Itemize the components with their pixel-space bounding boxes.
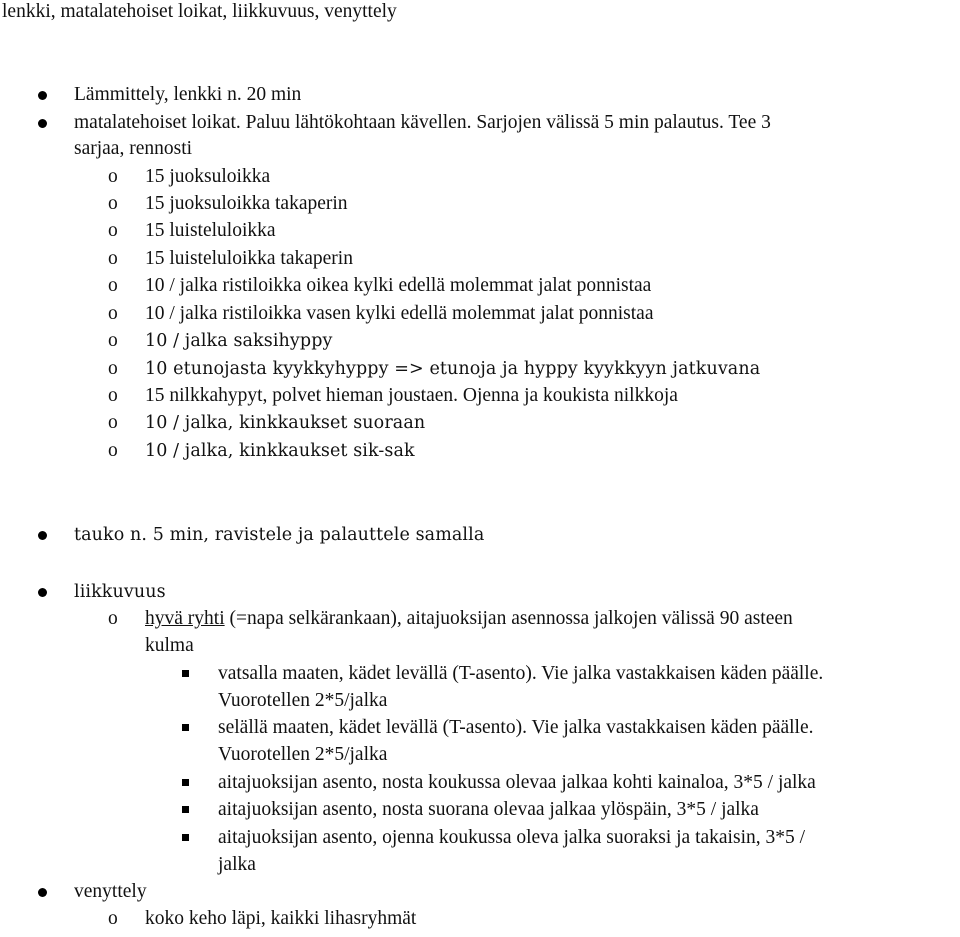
list-item: 15 juoksuloikka takaperin [145, 193, 348, 214]
list-item: 15 luisteluloikka takaperin [145, 248, 353, 269]
page-title: lenkki, matalatehoiset loikat, liikkuvuus, venyttely [2, 1, 397, 22]
list-item: 15 luisteluloikka [145, 220, 276, 241]
posture-line2: kulma [145, 635, 194, 656]
posture-underlined-text: hyvä ryhti [145, 608, 225, 629]
circle-bullet-icon: o [108, 220, 118, 241]
list-item-continued: Vuorotellen 2*5/jalka [218, 744, 388, 765]
square-bullet-icon [182, 834, 189, 841]
bullet-icon [38, 531, 47, 540]
list-item: aitajuoksijan asento, nosta suorana olevaa jalkaa ylöspäin, 3*5 / jalka [218, 799, 759, 820]
item-jumps-line2: sarjaa, rennosti [74, 138, 193, 159]
circle-bullet-icon: o [108, 275, 118, 296]
bullet-icon [38, 119, 47, 128]
item-mobility: liikkuvuus [74, 582, 166, 602]
circle-bullet-icon: o [108, 303, 118, 324]
list-item: 10 / jalka, kinkkaukset sik-sak [145, 441, 415, 461]
list-item: selällä maaten, kädet levällä (T-asento). Vie jalka vastakkaisen käden päälle. [218, 717, 814, 738]
posture-text: (=napa selkärankaan), aitajuoksijan asennossa jalkojen välissä 90 asteen [224, 608, 793, 629]
list-item: 10 / jalka ristiloikka vasen kylki edellä molemmat jalat ponnistaa [145, 303, 654, 324]
square-bullet-icon [182, 779, 189, 786]
circle-bullet-icon: o [108, 193, 118, 214]
circle-bullet-icon: o [108, 385, 118, 406]
list-item-continued: jalka [218, 854, 256, 875]
bullet-icon [38, 888, 47, 897]
circle-bullet-icon: o [108, 330, 118, 351]
list-item: 10 / jalka ristiloikka oikea kylki edellä molemmat jalat ponnistaa [145, 275, 652, 296]
circle-bullet-icon: o [108, 248, 118, 269]
list-item-continued: Vuorotellen 2*5/jalka [218, 690, 388, 711]
list-item: koko keho läpi, kaikki lihasryhmät [145, 908, 417, 929]
item-warmup: Lämmittely, lenkki n. 20 min [74, 84, 302, 105]
circle-bullet-icon: o [108, 358, 118, 379]
list-item: aitajuoksijan asento, nosta koukussa olevaa jalkaa kohti kainaloa, 3*5 / jalka [218, 772, 816, 793]
item-jumps-line1: matalatehoiset loikat. Paluu lähtökohtaan kävellen. Sarjojen välissä 5 min palautus. Tee 3 [74, 112, 771, 133]
bullet-icon [38, 588, 47, 597]
list-item: 10 / jalka saksihyppy [145, 331, 333, 351]
list-item: aitajuoksijan asento, ojenna koukussa oleva jalka suoraksi ja takaisin, 3*5 / [218, 827, 806, 848]
item-stretch: venyttely [74, 881, 147, 902]
list-item: vatsalla maaten, kädet levällä (T-asento). Vie jalka vastakkaisen käden päälle. [218, 663, 824, 684]
list-item: 15 juoksuloikka [145, 166, 271, 187]
circle-bullet-icon: o [108, 412, 118, 433]
list-item: 15 nilkkahypyt, polvet hieman joustaen. Ojenna ja koukista nilkkoja [145, 385, 678, 406]
list-item: 10 / jalka, kinkkaukset suoraan [145, 413, 426, 433]
square-bullet-icon [182, 670, 189, 677]
circle-bullet-icon: o [108, 166, 118, 187]
square-bullet-icon [182, 724, 189, 731]
circle-bullet-icon: o [108, 440, 118, 461]
square-bullet-icon [182, 806, 189, 813]
item-pause: tauko n. 5 min, ravistele ja palauttele samalla [74, 525, 485, 545]
bullet-icon [38, 91, 47, 100]
circle-bullet-icon: o [108, 908, 118, 929]
posture-line1 [145, 607, 793, 631]
list-item: 10 etunojasta kyykkyhyppy => etunoja ja hyppy kyykkyyn jatkuvana [145, 359, 761, 379]
circle-bullet-icon: o [108, 608, 118, 629]
